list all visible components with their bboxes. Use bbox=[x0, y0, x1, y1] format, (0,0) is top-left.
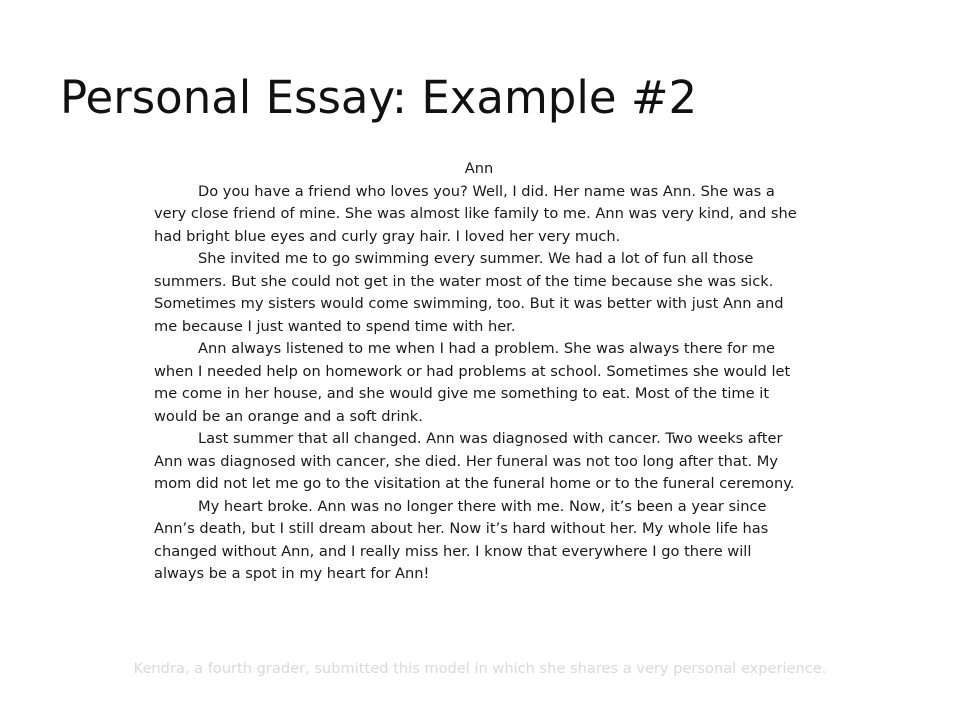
slide-title: Personal Essay: Example #2 bbox=[60, 71, 698, 124]
essay-paragraph-2: She invited me to go swimming every summer. We had a lot of fun all those summers. But she could not get in the water most of the time because she was sick. Sometimes my sisters would come swimming, too. But it was better with just Ann and me because I just wanted to spend time with her. bbox=[154, 250, 784, 335]
essay-paragraph-4: Last summer that all changed. Ann was diagnosed with cancer. Two weeks after Ann was diagnosed with cancer, she died. Her funeral was not too long after that. My mom did not let me go to the visitation at the funeral home or to the funeral ceremony. bbox=[154, 430, 795, 492]
essay-paragraph-3: Ann always listened to me when I had a problem. She was always there for me when I needed help on homework or had problems at school. Sometimes she would let me come in her house, and she would give me something to eat. Most of the time it would be an orange and a soft drink. bbox=[154, 340, 791, 425]
essay-body bbox=[154, 158, 804, 586]
essay-paragraph-1: Do you have a friend who loves you? Well, I did. Her name was Ann. She was a very close friend of mine. She was almost like family to me. Ann was very kind, and she had bright blue eyes and curly gray hair. I loved her very much. bbox=[154, 182, 797, 245]
slide-caption: Kendra, a fourth grader, submitted this model in which she shares a very personal experience. bbox=[133, 660, 827, 677]
essay-paragraph-5: My heart broke. Ann was no longer there with me. Now, it’s been a year since Ann’s death, but I still dream about her. Now it’s hard without her. My whole life has changed without Ann, and I really miss her. I know that everywhere I go there will always be a spot in my heart for Ann! bbox=[154, 497, 769, 582]
essay-heading: Ann bbox=[464, 160, 494, 177]
